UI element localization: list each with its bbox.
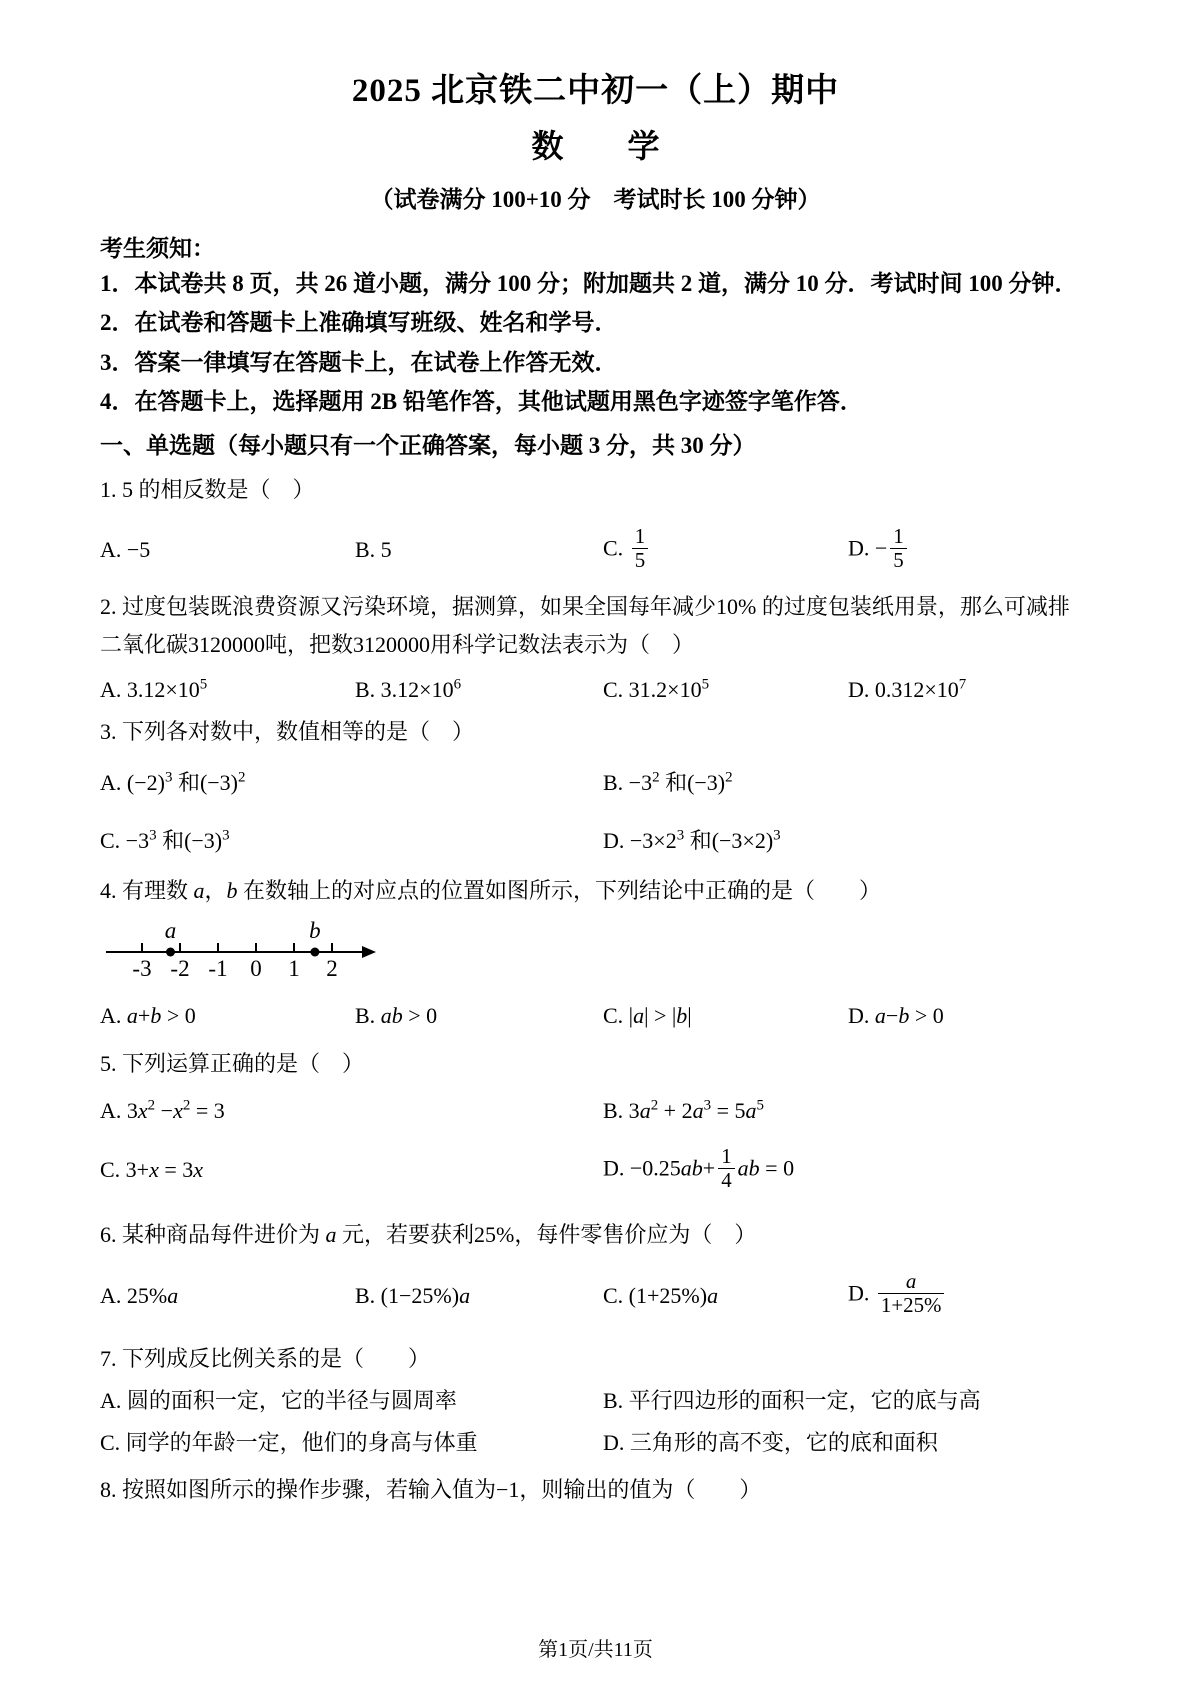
question-1-options — [100, 518, 1091, 582]
option-a: A. −5 — [100, 537, 151, 563]
exam-info: （试卷满分 100+10 分 考试时长 100 分钟） — [370, 187, 821, 212]
question-1-text: 1. 5 的相反数是（ ） — [100, 476, 315, 502]
question-1 — [100, 471, 1091, 582]
question-5-text: 5. 下列运算正确的是（ ） — [100, 1050, 365, 1076]
page-footer: 第1页/共11页 — [538, 1639, 653, 1661]
option-c: C. $-3^3$ 和$(-3)^3$ — [100, 827, 230, 853]
question-6-text: 6. 某种商品每件进价为 a 元，若要获利25%，每件零售价应为（ ） — [100, 1222, 757, 1248]
option-a: A. $3.12\times 10^5$ — [100, 676, 208, 702]
option-c: C. |a| > |b| — [603, 1002, 692, 1028]
option-b: B. $-3^2$ 和$(-3)^2$ — [603, 769, 733, 795]
svg-text:1: 1 — [288, 955, 300, 981]
option-d: D. 三角形的高不变，它的底和面积 — [603, 1430, 938, 1456]
question-6-options — [100, 1264, 1091, 1328]
option-b: B. $3.12\times 10^6$ — [355, 676, 462, 702]
option-c: C. 3+x = 3x — [100, 1157, 204, 1183]
option-c: C. $\frac{1}{5}$ — [603, 527, 848, 574]
question-7-text: 7. 下列成反比例关系的是（ ） — [100, 1345, 431, 1371]
option-d: D. $0.312\times 10^7$ — [848, 676, 967, 702]
notice-item-1: 1．本试卷共 8 页，共 26 道小题，满分 100 分；附加题共 2 道，满分 10 分．考试时间 100 分钟． — [100, 271, 1078, 296]
option-a: A. a+b > 0 — [100, 1002, 196, 1028]
svg-text:-3: -3 — [132, 955, 152, 981]
option-a: A. 圆的面积一定，它的半径与圆周率 — [100, 1388, 457, 1414]
question-3 — [100, 713, 1091, 856]
notice-item-4: 4．在答题卡上，选择题用 2B 铅笔作答，其他试题用黑色字迹签字笔作答． — [100, 388, 863, 414]
notice-heading: 考生须知： — [100, 236, 215, 261]
option-b: B. (1−25%)a — [355, 1282, 471, 1308]
option-a: A. $(-2)^3$ 和$(-3)^2$ — [100, 769, 246, 795]
option-a: A. 25%a — [100, 1282, 179, 1308]
option-d: D. −0.25ab+ $\frac{1}{4}$ ab = 0 — [603, 1143, 795, 1192]
question-4 — [100, 872, 1091, 1032]
question-7-options-cd — [100, 1425, 1091, 1459]
question-5-options-cd — [100, 1138, 1091, 1202]
svg-text:-2: -2 — [170, 955, 190, 981]
svg-text:b: b — [309, 917, 321, 943]
option-b: B. 5 — [355, 537, 392, 563]
question-2-options — [100, 673, 1091, 707]
question-3-options-ab — [100, 764, 1091, 798]
option-a: A. $3x^2 -x^2 = 3$ — [100, 1097, 225, 1124]
option-d: D. a−b > 0 — [848, 1002, 944, 1028]
question-7-options-ab — [100, 1383, 1091, 1417]
notice-item-2: 2．在试卷和答题卡上准确填写班级、姓名和学号． — [100, 310, 618, 336]
question-3-options-cd — [100, 822, 1091, 856]
option-c: C. (1+25%)a — [603, 1282, 719, 1308]
svg-text:a: a — [164, 917, 177, 943]
option-d: D. $\frac{a}{1+25\%}$ — [848, 1272, 1091, 1319]
question-4-options — [100, 999, 1091, 1033]
option-b: B. $3a^2 + 2a^3 = 5a^5$ — [603, 1097, 764, 1124]
number-line-figure — [94, 918, 1091, 989]
question-8-text: 8. 按照如图所示的操作步骤，若输入值为−1，则输出的值为（ ） — [100, 1476, 762, 1502]
question-7 — [100, 1340, 1091, 1459]
question-4-text: 4. 有理数 a，b 在数轴上的对应点的位置如图所示，下列结论中正确的是（ ） — [100, 878, 882, 904]
notice-item-3: 3．答案一律填写在答题卡上，在试卷上作答无效． — [100, 349, 618, 375]
question-2 — [100, 588, 1091, 707]
option-c: C. $31.2\times 10^5$ — [603, 676, 710, 702]
question-5 — [100, 1045, 1091, 1202]
option-d: D. − $\frac{1}{5}$ — [848, 527, 1091, 574]
question-3-text: 3. 下列各对数中，数值相等的是（ ） — [100, 718, 475, 744]
option-b: B. ab > 0 — [355, 1002, 438, 1028]
question-6 — [100, 1216, 1091, 1327]
page-title: 2025 北京铁二中初一（上）期中 — [351, 73, 840, 109]
section-heading: 一、单选题（每小题只有一个正确答案，每小题 3 分，共 30 分） — [100, 433, 756, 458]
option-d: D. $-3\times 2^3$ 和$(-3\times 2)^3$ — [603, 827, 781, 853]
question-8 — [100, 1471, 1091, 1508]
question-2-text: 2. 过度包装既浪费资源又污染环境，据测算，如果全国每年减少10% 的过度包装纸用景，那么可减排二氧化碳3120000吨，把数3120000用科学记数法表示为（ ） — [100, 594, 1070, 657]
option-b: B. 平行四边形的面积一定，它的底与高 — [603, 1388, 981, 1414]
svg-text:0: 0 — [250, 955, 262, 981]
number-line-svg — [94, 918, 384, 984]
subject-title: 数 学 — [531, 128, 660, 164]
svg-text:-1: -1 — [208, 955, 228, 981]
option-c: C. 同学的年龄一定，他们的身高与体重 — [100, 1430, 478, 1456]
question-5-options-ab — [100, 1094, 1091, 1128]
svg-text:2: 2 — [326, 955, 338, 981]
